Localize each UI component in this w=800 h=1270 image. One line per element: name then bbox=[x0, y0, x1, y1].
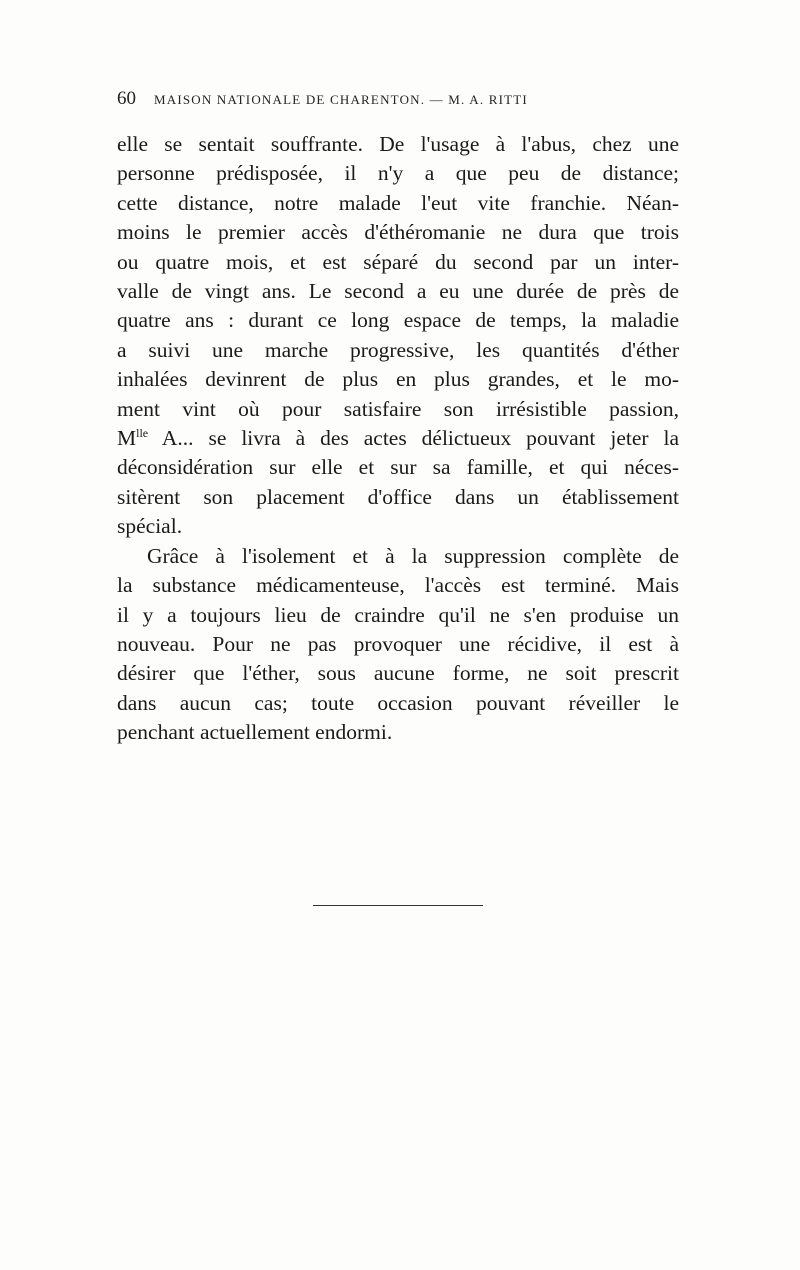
text-fragment: A... se livra à des actes délictueux pouvant jeter la bbox=[148, 426, 679, 451]
text-line: la substance médicamenteuse, l'accès est terminé. Mais bbox=[117, 573, 679, 598]
text-line: Grâce à l'isolement et à la suppression complète de bbox=[147, 543, 679, 568]
text-line: inhalées devinrent de plus en plus grandes, et le mo- bbox=[117, 367, 679, 392]
section-end-rule bbox=[313, 905, 483, 906]
text-line: elle se sentait souffrante. De l'usage à l'abus, chez une bbox=[117, 132, 679, 156]
text-line: penchant actuellement endormi. bbox=[117, 720, 393, 745]
paragraph-1 bbox=[117, 130, 679, 542]
text-line: il y a toujours lieu de craindre qu'il ne s'en produise un bbox=[117, 602, 679, 627]
text-line bbox=[117, 424, 679, 453]
text-line: cette distance, notre malade l'eut vite franchie. Néan- bbox=[117, 190, 679, 215]
text-line: nouveau. Pour ne pas provoquer une récidive, il est à bbox=[117, 631, 679, 656]
text-line: ou quatre mois, et est séparé du second par un inter- bbox=[117, 249, 679, 274]
running-title: MAISON NATIONALE DE CHARENTON. — M. A. RITTI bbox=[154, 92, 528, 107]
text-line: déconsidération sur elle et sur sa famille, et qui néces- bbox=[117, 455, 679, 480]
superscript: lle bbox=[136, 426, 149, 441]
body-text bbox=[117, 130, 679, 748]
text-line: personne prédisposée, il n'y a que peu de distance; bbox=[117, 161, 679, 186]
text-fragment: M bbox=[117, 426, 137, 451]
text-line: dans aucun cas; toute occasion pouvant réveiller le bbox=[117, 690, 679, 715]
running-head bbox=[117, 88, 679, 112]
paragraph-2 bbox=[117, 542, 679, 748]
page-number: 60 bbox=[117, 88, 136, 109]
text-line: moins le premier accès d'éthéromanie ne dura que trois bbox=[117, 220, 679, 245]
text-line: valle de vingt ans. Le second a eu une durée de près de bbox=[117, 279, 679, 304]
text-line: ment vint où pour satisfaire son irrésistible passion, bbox=[117, 396, 679, 421]
text-line: sitèrent son placement d'office dans un établissement bbox=[117, 484, 679, 509]
text-line: spécial. bbox=[117, 514, 183, 539]
text-line: quatre ans : durant ce long espace de temps, la maladie bbox=[117, 308, 679, 333]
text-line: a suivi une marche progressive, les quantités d'éther bbox=[117, 337, 679, 362]
text-line: désirer que l'éther, sous aucune forme, ne soit prescrit bbox=[117, 661, 679, 686]
